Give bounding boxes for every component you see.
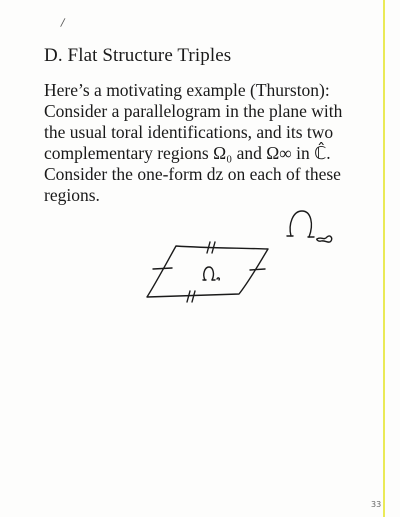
- body-line: complementary regions Ω₀ and Ω∞ in ℂ̂.: [44, 143, 331, 163]
- page-mark: /: [59, 15, 66, 30]
- body-line: Here’s a motivating example (Thurston):: [44, 80, 330, 100]
- parallelogram-sketch: [147, 242, 268, 302]
- body-line: the usual toral identifications, and its two: [44, 122, 334, 142]
- section-heading: D. Flat Structure Triples: [44, 45, 232, 66]
- page-number: 33: [371, 500, 382, 509]
- omega-infinity-sketch: [287, 211, 332, 242]
- body-line: regions.: [44, 185, 100, 205]
- body-line: Consider a parallelogram in the plane with: [44, 101, 343, 121]
- body-line: Consider the one-form dz on each of these: [44, 164, 341, 184]
